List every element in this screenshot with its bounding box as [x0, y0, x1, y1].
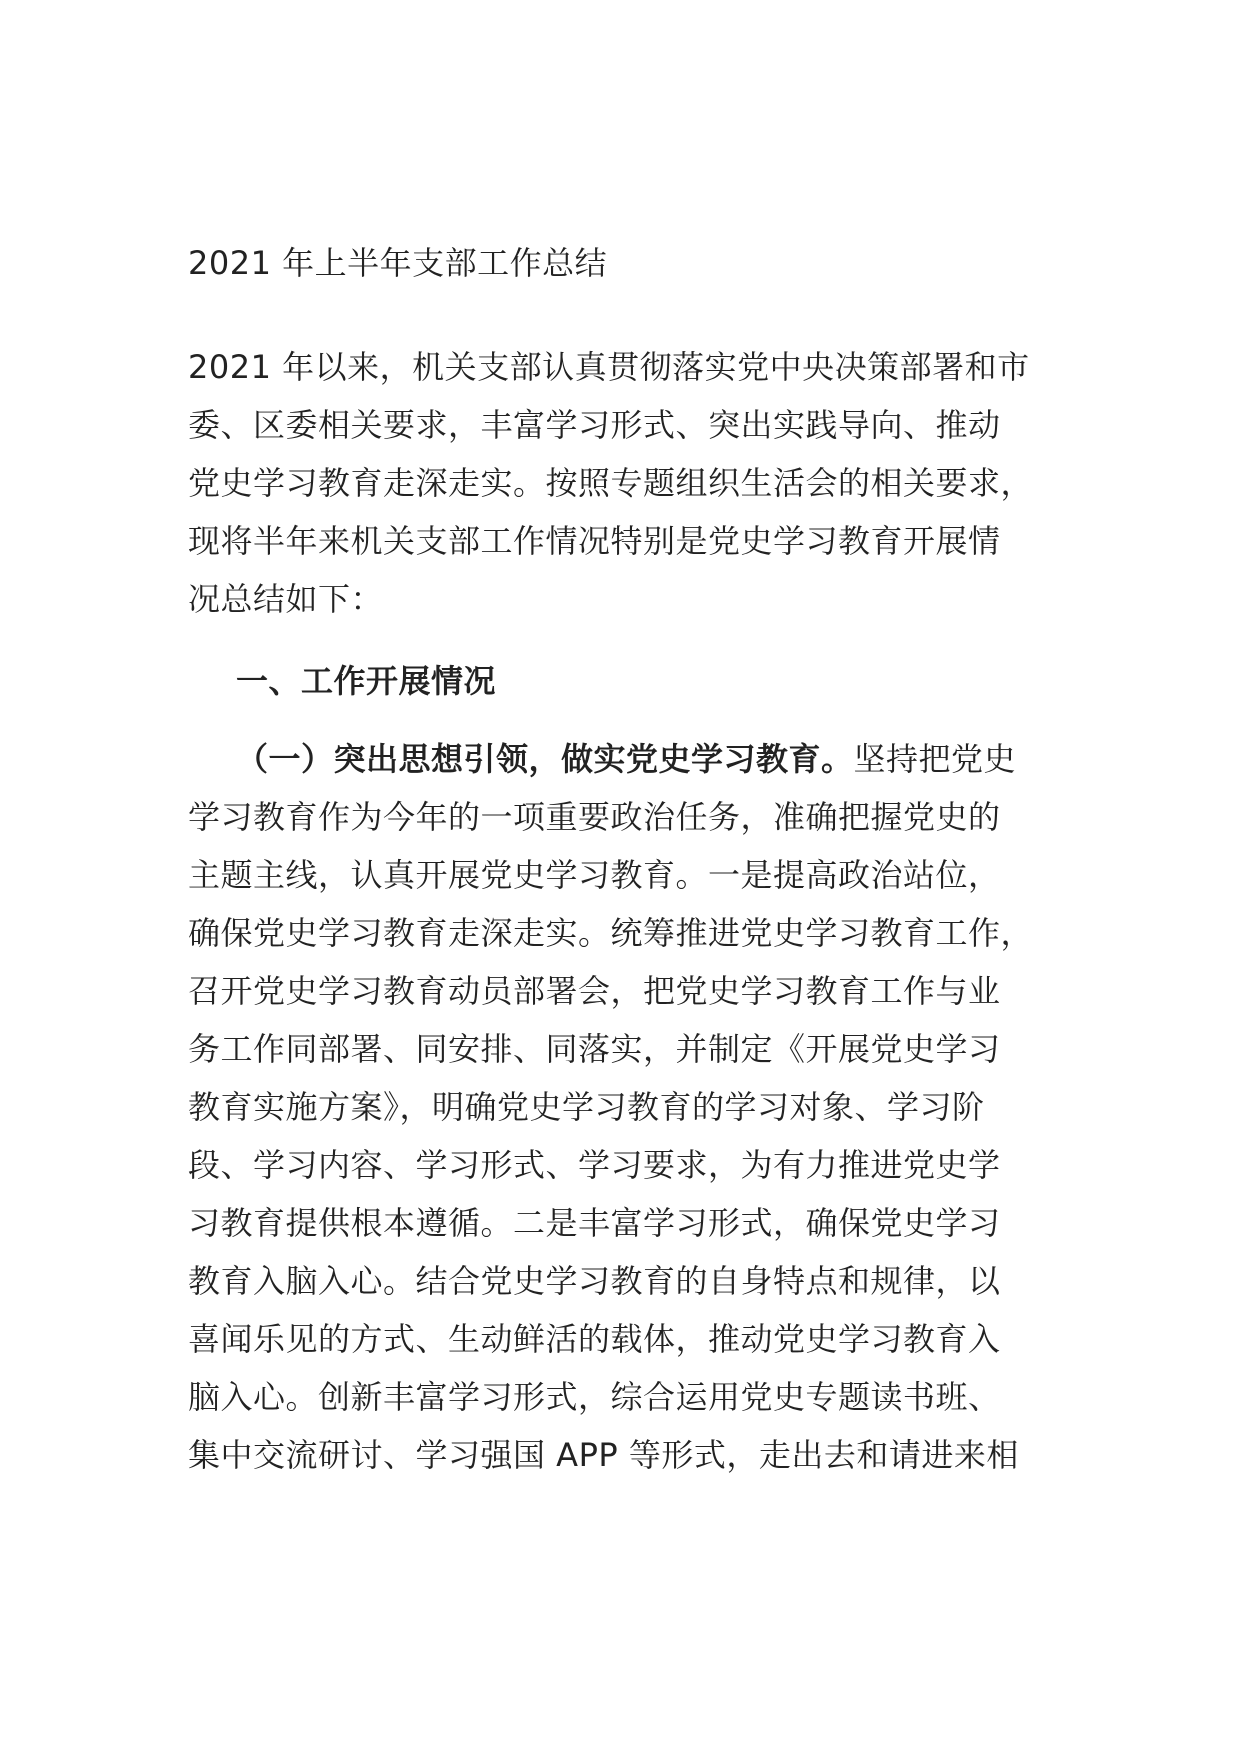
body-line: 喜闻乐见的方式、生动鲜活的载体，推动党史学习教育入	[188, 1320, 1001, 1358]
intro-line: 党史学习教育走深走实。按照专题组织生活会的相关要求，	[188, 464, 1034, 502]
subsection-first-line	[236, 739, 1016, 779]
body-line: 教育实施方案》，明确党史学习教育的学习对象、学习阶	[188, 1088, 985, 1126]
intro-line: 委、区委相关要求，丰富学习形式、突出实践导向、推动	[188, 406, 1001, 444]
document-title: 2021 年上半年支部工作总结	[188, 244, 608, 282]
intro-line: 现将半年来机关支部工作情况特别是党史学习教育开展情	[188, 522, 1001, 560]
intro-line: 2021 年以来，机关支部认真贯彻落实党中央决策部署和市	[188, 348, 1030, 386]
body-line: 学习教育作为今年的一项重要政治任务，准确把握党史的	[188, 798, 1001, 836]
body-line: 召开党史学习教育动员部署会，把党史学习教育工作与业	[188, 972, 1001, 1010]
body-line: 确保党史学习教育走深走实。统筹推进党史学习教育工作，	[188, 914, 1034, 952]
body-line: 主题主线，认真开展党史学习教育。一是提高政治站位，	[188, 856, 1001, 894]
body-line: 段、学习内容、学习形式、学习要求，为有力推进党史学	[188, 1146, 1001, 1184]
body-line: 务工作同部署、同安排、同落实，并制定《开展党史学习	[188, 1030, 1001, 1068]
body-line: 脑入心。创新丰富学习形式，综合运用党史专题读书班、	[188, 1378, 1001, 1416]
section-heading: 一、工作开展情况	[236, 662, 497, 700]
body-line: 集中交流研讨、学习强国 APP 等形式，走出去和请进来相	[188, 1436, 1019, 1474]
intro-line: 况总结如下：	[188, 580, 384, 618]
body-line: 习教育提供根本遵循。二是丰富学习形式，确保党史学习	[188, 1204, 1001, 1242]
subsection-line-text: 坚持把党史	[853, 740, 1017, 778]
body-line: 教育入脑入心。结合党史学习教育的自身特点和规律，以	[188, 1262, 1001, 1300]
subsection-heading: （一）突出思想引领，做实党史学习教育。	[236, 740, 854, 778]
